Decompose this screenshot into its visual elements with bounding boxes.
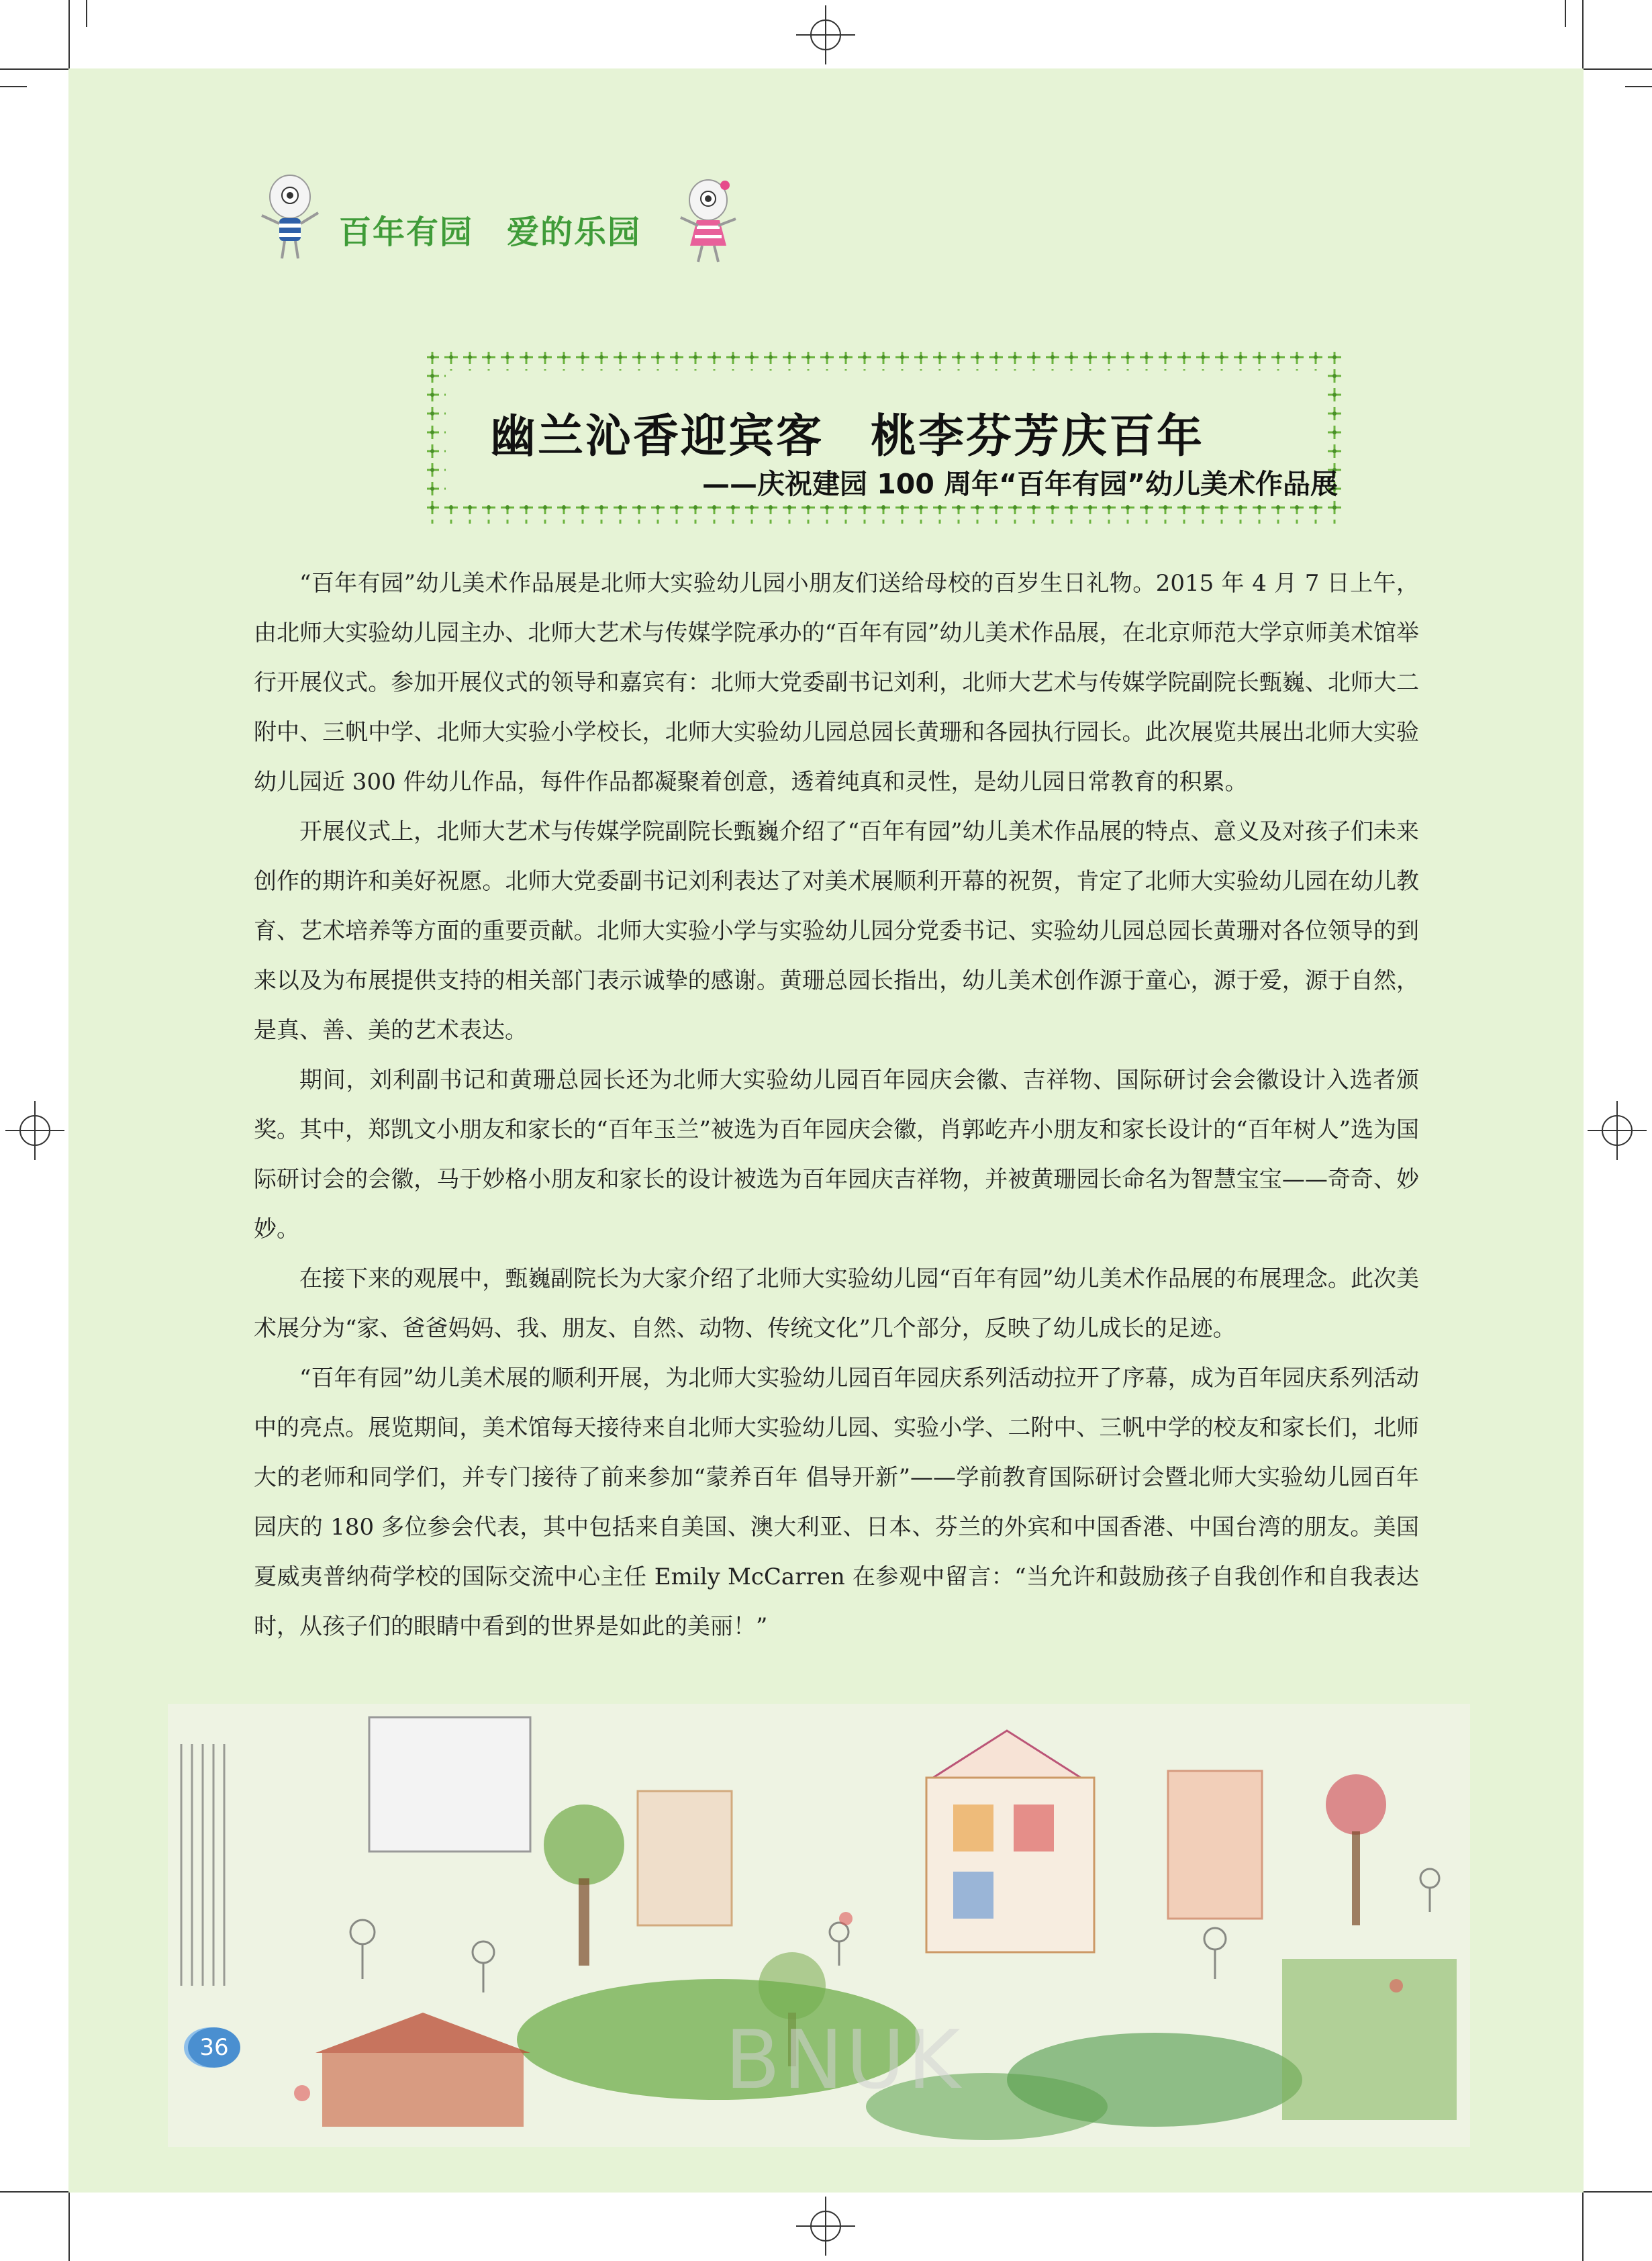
crop-mark xyxy=(1582,68,1652,70)
crop-mark xyxy=(86,0,87,27)
crop-mark xyxy=(1582,2191,1652,2193)
paragraph: 在接下来的观展中，甄巍副院长为大家介绍了北师大实验幼儿园“百年有园”幼儿美术作品展的布展理念。此次美术展分为“家、爸爸妈妈、我、朋友、自然、动物、传统文化”几个部分，反映了幼儿成长的足迹。 xyxy=(254,1265,1419,1342)
crop-mark xyxy=(0,2191,70,2193)
crop-mark xyxy=(68,2191,70,2261)
crop-mark xyxy=(68,0,70,70)
page-number: 36 xyxy=(188,2027,240,2068)
mascot-girl-icon xyxy=(671,176,745,267)
article-body xyxy=(254,559,1419,1651)
article-title-part: 桃李芬芳庆百年 xyxy=(871,410,1205,463)
watermark: BNUK xyxy=(725,2014,963,2107)
registration-mark-icon xyxy=(796,5,855,64)
section-header xyxy=(339,206,675,252)
paragraph: 期间，刘利副书记和黄珊总园长还为北师大实验幼儿园百年园庆会徽、吉祥物、国际研讨会会徽设计入选者颁奖。其中，郑凯文小朋友和家长的“百年玉兰”被选为百年园庆会徽，肖郭屹卉小朋友和家长设计的“百年树人”选为国际研讨会的会徽，马于妙格小朋友和家长的设计被选为百年园庆吉祥物，并被黄珊园长命名为智慧宝宝——奇奇、妙妙。 xyxy=(254,1067,1419,1243)
section-header-label: 爱的乐园 xyxy=(507,213,642,251)
crop-mark xyxy=(1565,0,1566,27)
article-title-part: 幽兰沁香迎宾客 xyxy=(490,410,824,463)
registration-mark-icon xyxy=(796,2197,855,2256)
paragraph: “百年有园”幼儿美术展的顺利开展，为北师大实验幼儿园百年园庆系列活动拉开了序幕，成为百年园庆系列活动中的亮点。展览期间，美术馆每天接待来自北师大实验幼儿园、实验小学、二附中、三帆中学的校友和家长们，北师大的老师和同学们，并专门接待了前来参加“蒙养百年 倡导开新”——学前教育国际研讨会暨北师大实验幼儿园百年园庆的 180 多位参会代表，其中包括来自美国、澳大利亚、日本、芬兰的外宾和中国香港、中国台湾的朋友。美国夏威夷普纳荷学校的国际交流中心主任 Emily McCarren 在参观中留言：“当允许和鼓励孩子自我创作和自我表达时，从孩子们的眼睛中看到的世界是如此的美丽！” xyxy=(254,1365,1419,1640)
paragraph: 开展仪式上，北师大艺术与传媒学院副院长甄巍介绍了“百年有园”幼儿美术作品展的特点、意义及对孩子们未来创作的期许和美好祝愿。北师大党委副书记刘利表达了对美术展顺利开幕的祝贺，肯定了北师大实验幼儿园在幼儿教育、艺术培养等方面的重要贡献。北师大实验小学与实验幼儿园分党委书记、实验幼儿园总园长黄珊对各位领导的到来以及为布展提供支持的相关部门表示诚挚的感谢。黄珊总园长指出，幼儿美术创作源于童心，源于爱，源于自然，是真、善、美的艺术表达。 xyxy=(254,818,1419,1044)
crop-mark xyxy=(1582,2191,1584,2261)
paragraph: “百年有园”幼儿美术作品展是北师大实验幼儿园小朋友们送给母校的百岁生日礼物。2015 年 4 月 7 日上午，由北师大实验幼儿园主办、北师大艺术与传媒学院承办的“百年有园”幼儿美术作品展，在北京师范大学京师美术馆举行开展仪式。参加开展仪式的领导和嘉宾有：北师大党委副书记刘利，北师大艺术与传媒学院副院长甄巍、北师大二附中、三帆中学、北师大实验小学校长，北师大实验幼儿园总园长黄珊和各园执行园长。此次展览共展出北师大实验幼儿园近 300 件幼儿作品，每件作品都凝聚着创意，透着纯真和灵性，是幼儿园日常教育的积累。 xyxy=(254,570,1419,796)
crop-mark xyxy=(0,68,70,70)
article-subtitle: ——庆祝建园 100 周年“百年有园”幼儿美术作品展 xyxy=(702,468,1339,500)
registration-mark-icon xyxy=(5,1101,64,1160)
mascot-boy-icon xyxy=(250,171,330,265)
crop-mark xyxy=(0,86,27,87)
crop-mark xyxy=(1582,0,1584,70)
registration-mark-icon xyxy=(1588,1101,1647,1160)
article-title xyxy=(490,400,1204,465)
section-header-label: 百年有园 xyxy=(339,213,474,251)
crop-mark xyxy=(1625,86,1652,87)
